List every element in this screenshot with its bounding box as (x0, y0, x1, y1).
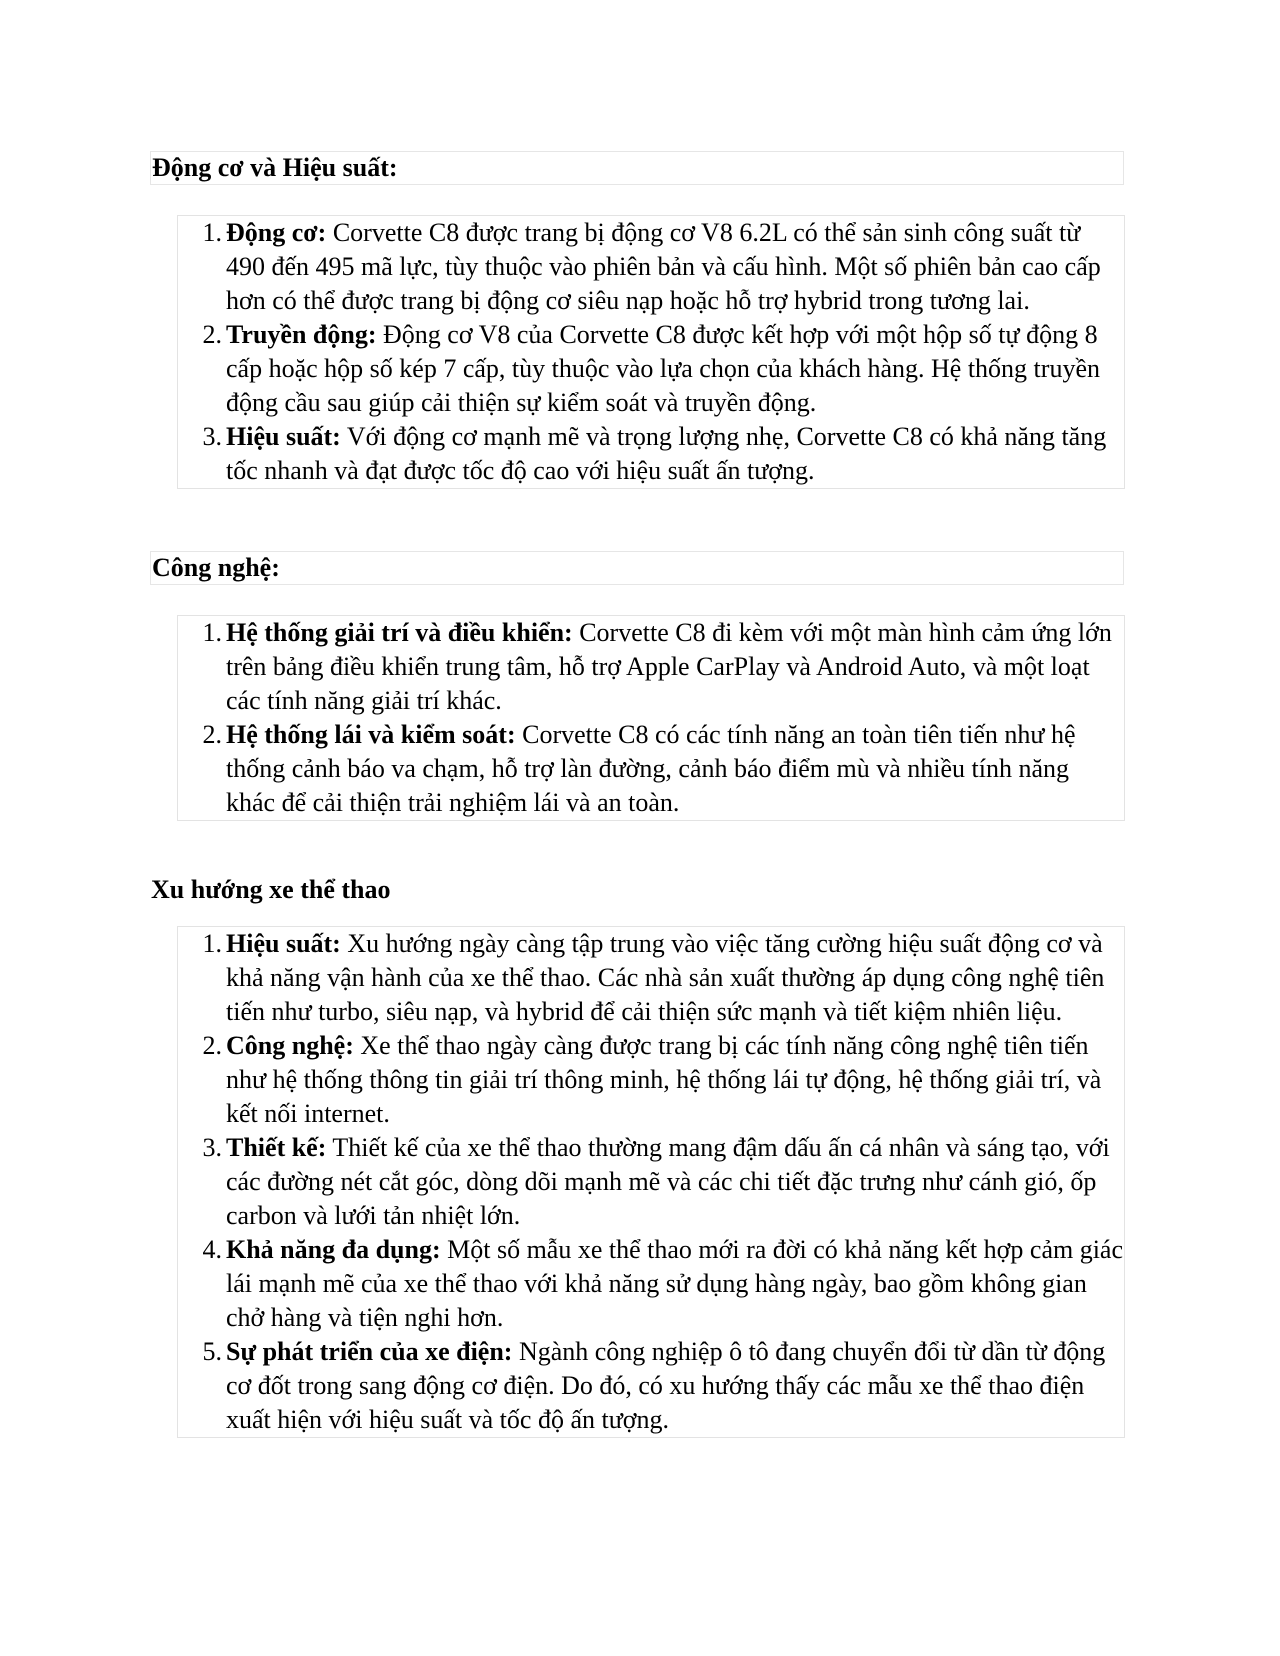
list-item-term: Hiệu suất: (226, 422, 341, 451)
section-heading-technology: Công nghệ: (150, 551, 1124, 585)
list-item-term: Công nghệ: (226, 1031, 354, 1060)
list-item-text: Xe thể thao ngày càng được trang bị các tính năng công nghệ tiên tiến như hệ thống thông tin giải trí thông minh, hệ thống lái tự động, hệ thống giải trí, và kết nối internet. (226, 1031, 1102, 1128)
list-number: 1. (202, 218, 222, 247)
list-item (178, 216, 1124, 318)
list-number: 2. (202, 720, 222, 749)
list-item (178, 718, 1124, 820)
list-number: 2. (202, 320, 222, 349)
list-item-term: Hệ thống lái và kiểm soát: (226, 720, 516, 749)
list-item-term: Khả năng đa dụng: (226, 1235, 441, 1264)
list-item-term: Hệ thống giải trí và điều khiển: (226, 618, 573, 647)
list-item-text: Ngành công nghiệp ô tô đang chuyển đổi từ dần từ động cơ đốt trong sang động cơ điện. Do đó, có xu hướng thấy các mẫu xe thể thao điện xuất hiện với hiệu suất và tốc độ ấn tượng. (226, 1337, 1106, 1434)
list-item (178, 1029, 1124, 1131)
list-item-term: Hiệu suất: (226, 929, 341, 958)
list-item-text: Corvette C8 được trang bị động cơ V8 6.2L có thể sản sinh công suất từ 490 đến 495 mã lực, tùy thuộc vào phiên bản và cấu hình. Một số phiên bản cao cấp hơn có thể được trang bị động cơ siêu nạp hoặc hỗ trợ hybrid trong tương lai. (226, 218, 1101, 315)
list-item-term: Truyền động: (226, 320, 377, 349)
list-item-text: Corvette C8 đi kèm với một màn hình cảm ứng lớn trên bảng điều khiển trung tâm, hỗ trợ Apple CarPlay và Android Auto, và một loạt các tính năng giải trí khác. (226, 618, 1112, 715)
list-technology (177, 615, 1125, 821)
list-number: 4. (202, 1235, 222, 1264)
list-item-text: Xu hướng ngày càng tập trung vào việc tăng cường hiệu suất động cơ và khả năng vận hành của xe thể thao. Các nhà sản xuất thường áp dụng công nghệ tiên tiến như turbo, siêu nạp, và hybrid để cải thiện sức mạnh và tiết kiệm nhiên liệu. (226, 929, 1105, 1026)
list-item (178, 1335, 1124, 1437)
list-number: 3. (202, 422, 222, 451)
list-item (178, 318, 1124, 420)
list-item (178, 420, 1124, 488)
list-item (178, 1233, 1124, 1335)
list-item-text: Với động cơ mạnh mẽ và trọng lượng nhẹ, Corvette C8 có khả năng tăng tốc nhanh và đạt được tốc độ cao với hiệu suất ấn tượng. (226, 422, 1107, 485)
list-item-term: Thiết kế: (226, 1133, 327, 1162)
list-item (178, 1131, 1124, 1233)
list-item (178, 927, 1124, 1029)
list-number: 3. (202, 1133, 222, 1162)
list-item-term: Động cơ: (226, 218, 327, 247)
list-number: 1. (202, 929, 222, 958)
list-number: 1. (202, 618, 222, 647)
list-item-term: Sự phát triển của xe điện: (226, 1337, 513, 1366)
list-item-text: Thiết kế của xe thể thao thường mang đậm dấu ấn cá nhân và sáng tạo, với các đường nét cắt góc, dòng dõi mạnh mẽ và các chi tiết đặc trưng như cánh gió, ốp carbon và lưới tản nhiệt lớn. (226, 1133, 1110, 1230)
section-heading-sports-car-trends: Xu hướng xe thể thao (151, 875, 391, 904)
list-number: 2. (202, 1031, 222, 1060)
list-engine-performance (177, 215, 1125, 489)
section-heading-engine-performance: Động cơ và Hiệu suất: (150, 151, 1124, 185)
list-item-text: Động cơ V8 của Corvette C8 được kết hợp với một hộp số tự động 8 cấp hoặc hộp số kép 7 cấp, tùy thuộc vào lựa chọn của khách hàng. Hệ thống truyền động cầu sau giúp cải thiện sự kiểm soát và truyền động. (226, 320, 1100, 417)
list-item-text: Corvette C8 có các tính năng an toàn tiên tiến như hệ thống cảnh báo va chạm, hỗ trợ làn đường, cảnh báo điểm mù và nhiều tính năng khác để cải thiện trải nghiệm lái và an toàn. (226, 720, 1076, 817)
list-sports-car-trends (177, 926, 1125, 1438)
list-number: 5. (202, 1337, 222, 1366)
list-item (178, 616, 1124, 718)
list-item-text: Một số mẫu xe thể thao mới ra đời có khả năng kết hợp cảm giác lái mạnh mẽ của xe thể thao với khả năng sử dụng hàng ngày, bao gồm không gian chở hàng và tiện nghi hơn. (226, 1235, 1124, 1332)
